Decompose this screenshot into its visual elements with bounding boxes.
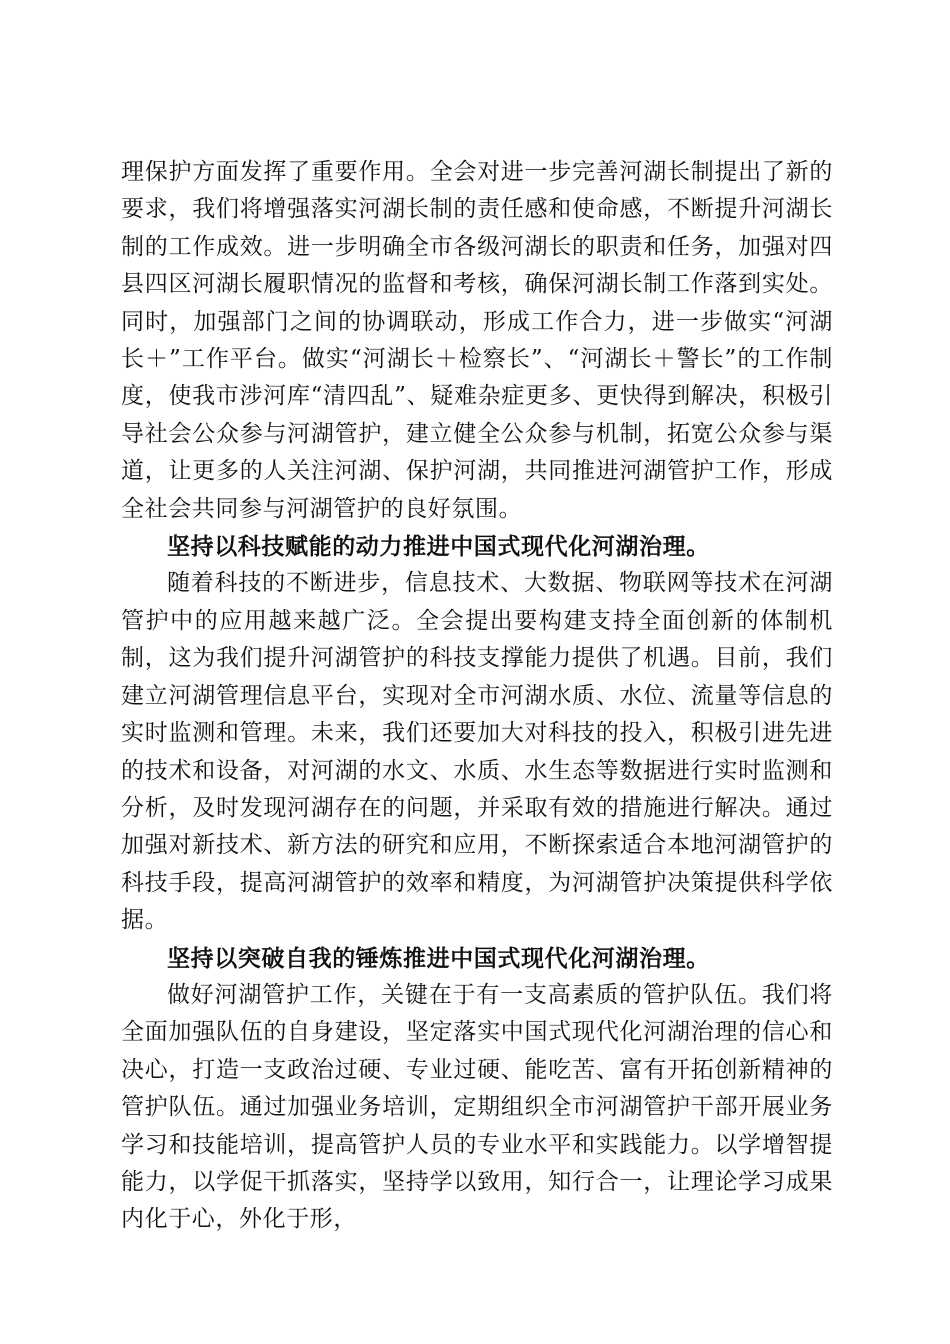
document-body — [121, 154, 833, 1239]
paragraph-tech-empowerment: 随着科技的不断进步，信息技术、大数据、物联网等技术在河湖管护中的应用越来越广泛。全会提出要构建支持全面创新的体制机制，这为我们提升河湖管护的科技支撑能力提供了机遇。目前，我们建立河湖管理信息平台，实现对全市河湖水质、水位、流量等信息的实时监测和管理。未来，我们还要加大对科技的投入，积极引进先进的技术和设备，对河湖的水文、水质、水生态等数据进行实时监测和分析，及时发现河湖存在的问题，并采取有效的措施进行解决。通过加强对新技术、新方法的研究和应用，不断探索适合本地河湖管护的科技手段，提高河湖管护的效率和精度，为河湖管护决策提供科学依据。 — [121, 570, 833, 934]
paragraph-continuation: 理保护方面发挥了重要作用。全会对进一步完善河湖长制提出了新的要求，我们将增强落实河湖长制的责任感和使命感，不断提升河湖长制的工作成效。进一步明确全市各级河湖长的职责和任务，加强对四县四区河湖长履职情况的监督和考核，确保河湖长制工作落到实处。同时，加强部门之间的协调联动，形成工作合力，进一步做实“河湖长＋”工作平台。做实“河湖长＋检察长”、“河湖长＋警长”的工作制度，使我市涉河库“清四乱”、疑难杂症更多、更快得到解决，积极引导社会公众参与河湖管护，建立健全公众参与机制，拓宽公众参与渠道，让更多的人关注河湖、保护河湖，共同推进河湖管护工作，形成全社会共同参与河湖管护的良好氛围。 — [121, 159, 833, 522]
section-heading-tech-empowerment: 坚持以科技赋能的动力推进中国式现代化河湖治理。 — [167, 533, 710, 561]
section-heading-self-improvement: 坚持以突破自我的锤炼推进中国式现代化河湖治理。 — [167, 944, 710, 972]
paragraph-self-improvement: 做好河湖管护工作，关键在于有一支高素质的管护队伍。我们将全面加强队伍的自身建设，坚定落实中国式现代化河湖治理的信心和决心，打造一支政治过硬、专业过硬、能吃苦、富有开拓创新精神的管护队伍。通过加强业务培训，定期组织全市河湖管护干部开展业务学习和技能培训，提高管护人员的专业水平和实践能力。以学增智提能力，以学促干抓落实，坚持学以致用，知行合一，让理论学习成果内化于心，外化于形， — [121, 981, 833, 1233]
